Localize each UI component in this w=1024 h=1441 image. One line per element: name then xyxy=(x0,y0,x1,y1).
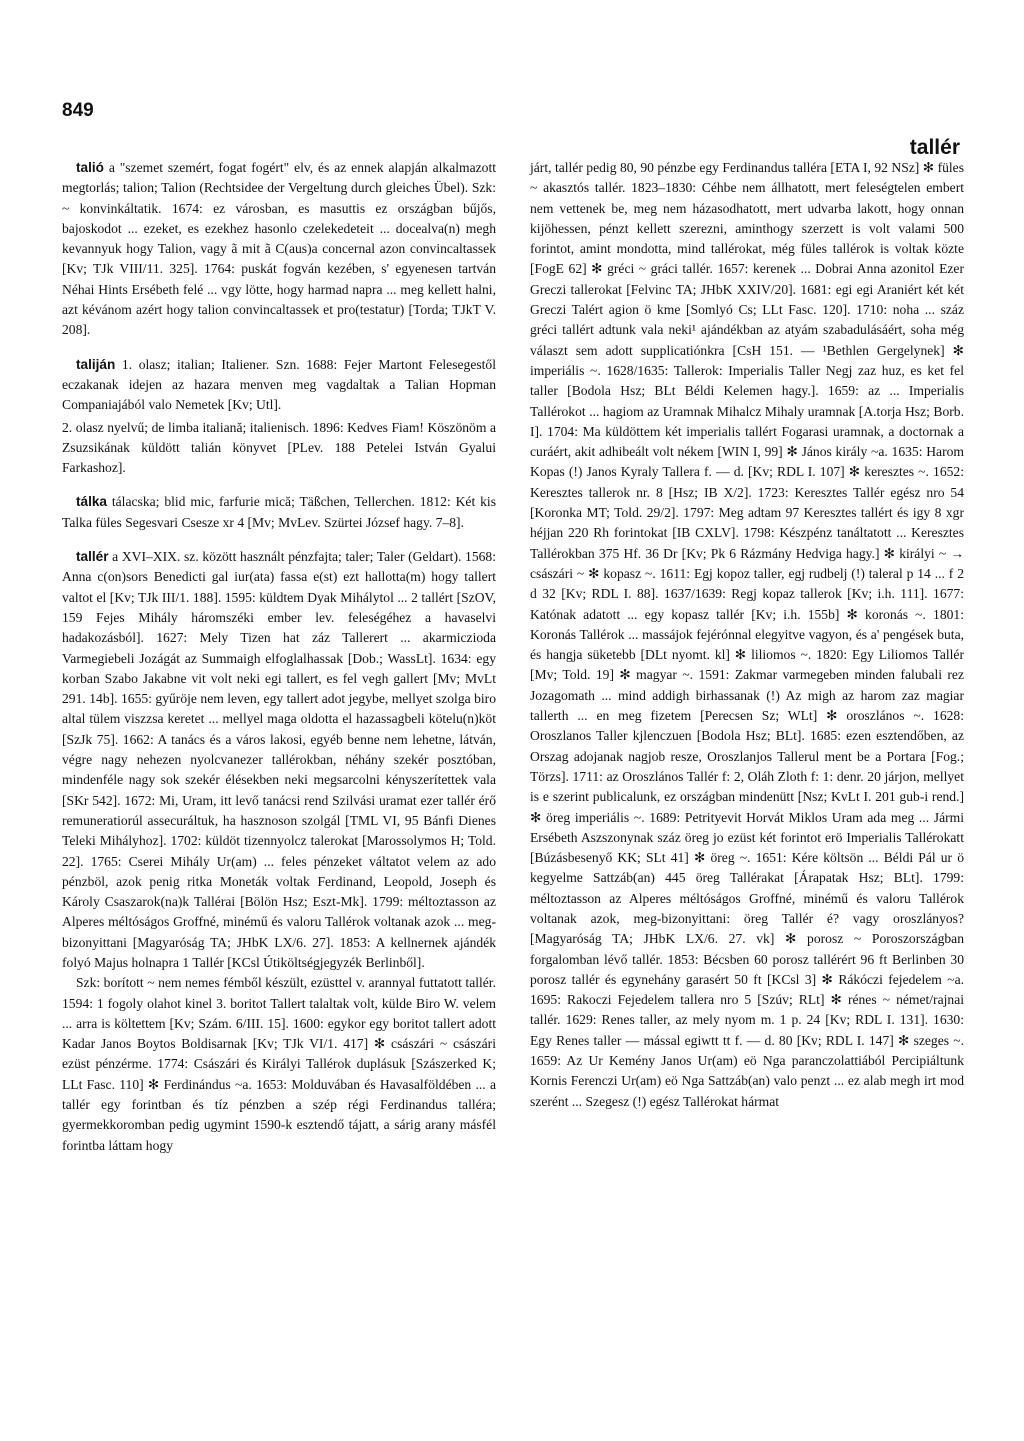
entry-text: 1. olasz; italian; Italiener. Szn. 1688: Fejer Martont Felesegestől eczakanak idejen az hazara menven meg vagdaltak a Talian Hopman Companiajából valo Nemetek [Kv; Utl]. xyxy=(62,356,496,413)
entry-text: a "szemet szemért, fogat fogért" elv, és az ennek alapján alkalmazott megtorlás; talion; Talion (Rechtsidee der Vergeltung durch gleiches Übel). Szk: ~ konvinkáltatik. 1674: ez városban, es masuttis ez országban bűjős, bajoskodot ... ezeket, es ezekhez hasonlo czelekedeteit ... docealva(n) megh kevannyuk hogy Talion, vagy ã mit ã C(aus)a concernal azon convincaltassek [Kv; TJk VIII/11. 325]. 1764: puskát fogván kezében, s' egyenesen tartván Néhai Hints Ersébeth felé ... vgy lötte, hogy harmad napra ... meg kellett halni, azt kévánom azért hogy talion convincaltassek et pro(testatur) [Torda; TJkT V. 208]. xyxy=(62,160,496,338)
entry-headword: taliján xyxy=(76,356,116,372)
entry-text: a XVI–XIX. sz. között használt pénzfajta; taler; Taler (Geldart). 1568: Anna c(on)sors Benedicti gal iur(ata) fassa e(st) ezt hallotta(m) hogy tallert valtot el [Kv; TJk III/1. 188]. 1595: küldtem Dyak Mihálytol ... 2 tallért [SzOV, 159 Fejes Mihály háromszéki ember lev. feleségéhez a havaselvi hadakozásból]. 1627: Mely Tizen hat záz Tallerert ... akarmiczioda Varmegiebeli Jozágát az Summaigh elfoglalhassak [Dob.; WassLt]. 1634: egy korban Szabo Jakabne vit volt neki egi tallert, es fel vegh gallert [Mv; MvLt 291. 14b]. 1655: gyűröje nem leven, egy tallert adot jegybe, mellyet szolga biro altal tülem viszzsa keretet ... mellyel maga oldotta el hazassagbeli kötelu(n)köt [SzJk 75]. 1662: A tanács és a város lakosi, egyéb benne nem lehetne, látván, végre nagy nehezen nyolcvanezer tallérokban, néhány szekér posztóban, mindenféle nagy sok szekér élésekben neki megsarcolni kényszerítettek vala [SKr 542]. 1672: Mi, Uram, itt levő tanácsi rend Szilvási uramat ezer tallér érő remuneratiorúl assecuráltuk, ha hasznoson szolgál [TML VI, 95 Bánfi Dienes Teleki Mihályhoz]. 1702: küldöt tizennyolcz talerokat [Marossolymos H; Told. 22]. 1765: Cserei Mihály Ur(am) ... feles pénzeket váltatot velem az ado pénzböl, azok penig ritka Moneták voltak Ferdinand, Leopold, Joseph és Károly Csaszarok(na)k Tallérai [Bölön Hsz; Eszt-Mk]. 1799: méltoztasson az Alperes méltóságos Groffné, minémű és valoru Tallérok voltanak azok ... meg-bizonyittani [Magyaróság TA; JHbK LX/6. 27]. 1853: A kellnernek ajándék folyó Majus holnapra 1 Tallér [KCsl Útiköltségjegyzék Berlinből]. xyxy=(62,549,496,970)
entry-text: 2. olasz nyelvű; de limba italiană; italienisch. 1896: Kedves Fiam! Köszönöm a Zsuzsikának küldött talián könyvet [PLev. 188 Petelei István Gyalui Farkashoz]. xyxy=(62,419,496,476)
dictionary-entry xyxy=(62,547,496,973)
dictionary-entry-subsection xyxy=(62,973,496,1156)
entry-headword: tallér xyxy=(76,549,109,565)
right-column xyxy=(530,158,964,1126)
entry-headword: tálka xyxy=(76,494,107,510)
dictionary-entry-sense xyxy=(62,418,496,479)
running-head: tallér xyxy=(909,136,960,159)
dictionary-entry-continuation xyxy=(530,158,964,1112)
left-column xyxy=(62,158,496,1170)
dictionary-entry xyxy=(62,492,496,533)
entry-headword: talió xyxy=(76,160,104,175)
dictionary-entry xyxy=(62,158,496,341)
entry-text: járt, tallér pedig 80, 90 pénzbe egy Ferdinandus talléra [ETA I, 92 NSz] ✻ füles ~ akasztós tallér. 1823–1830: Céhbe nem állhatott, mert feleségtelen embert nem vettenek be, meg nem házasodhatott, mert udvarba lakott, hogy onnan kijöhessen, pénzt kellett szerezni, aminthogy szerzett is volt valami 500 forintot, amint mondotta, mind tallérokat, még füles tallérok is voltak közte [FogE 62] ✻ gréci ~ gráci tallér. 1657: kerenek ... Dobrai Anna azonitol Ezer Greczi tallerokat [Felvinc TA; JHbK XXIV/20]. 1681: egi egi Araniért két két Greczi Talért agion ö kme [Somlyó Cs; LLt Fasc. 120]. 1710: noha ... száz gréci tallért adtunk vala neki¹ ajándékban az atyám szabadulásáért, soha még választ sem adott supplicatiónkra [CsH 151. — ¹Bethlen Gergelynek] ✻ imperiális ~. 1628/1635: Tallerok: Imperialis Taller Negj zaz huz, es ket fel taller [Bodola Hsz; BLt Béldi Kelemen hagy.]. 1659: az ... Imperialis Tallérokot ... hagiom az Uramnak Mihalcz Mihaly uramnak [A.torja Hsz; Borb. I]. 1704: Ma küldöttem két imperialis tallért Fogarasi uramnak, a doctornak a curáért, akit adhibeált volt nékem [WIN I, 99] ✻ János király ~a. 1635: Harom Kopas (!) Janos Kyraly Tallera f. — d. [Kv; RDL I. 107] ✻ keresztes ~. 1652: Keresztes tallerok nr. 8 [Hsz; IB X/2]. 1723: Keresztes Tallér egész nro 54 [Koronka MT; Told. 29/2]. 1797: Meg adtam 97 Keresztes tallért és igy 8 xgr héjjan 220 Rh forintokat [IB CXLV]. 1798: Készpénz tanáltatott ... Keresztes Tallérokban 375 Hf. 36 Dr [Kv; Pk 6 Rázmány Hedviga hagy.] ✻ királyi ~ → császári ~ ✻ kopasz ~. 1611: Egj kopoz taller, egj rudbelj (!) taleral p 14 ... f 2 d 32 [Kv; RDL I. 88]. 1637/1639: Regj kopaz tallerok [Kv; i.h. 111]. 1677: Katónak adatott ... egy kopasz tallér [Kv; i.h. 155b] ✻ koronás ~. 1801: Koronás Tallérok ... massájok fejérónnal elegyitve vagyon, és a' pengések buta, és hangja süketebb [DLt nyomt. kl] ✻ liliomos ~. 1820: Egy Liliomos Tallér [Mv; Told. 19] ✻ magyar ~. 1591: Zakmar varmegeben minden falubali rez Jozagomath ... mind addigh birhassanak (!) Az migh az harom zaz magiar tallerth ... en meg fizetem [Perecsen Sz; WLt] ✻ oroszlános ~. 1628: Oroszlanos Taller kjlenczuen [Bodola Hsz; BLt]. 1685: ezen esztendőben, az Orszag adojanak nagjob resze, Oroszlanjos Tallerul ment be a Portara [Fog.; Törzs]. 1711: az Oroszlános Tallér f: 2, Oláh Zloth f: 1: denr. 20 járjon, mellyet is e szerint publicalunk, ez országban mindenütt [Nsz; KvLt I. 201 gub-i rend.] ✻ öreg imperiális ~. 1689: Petrityevit Horvát Miklos Uram ada meg ... Jármi Ersébeth Aszszonynak száz öreg jo ezüst két forintot erö Imperialis Tallérokatt [Búzásbesenyő KK; SLt 41] ✻ öreg ~. 1651: Kére költsön ... Béldi Pál ur ö kegyelme Sattzáb(an) 445 öreg Tallérakat [Árapatak Hsz; BLt]. 1799: méltoztasson az Alperes méltóságos Groffné, minémű és valoru Tallérok voltanak azok, meg-bizonyittani: öreg Tallér é? vagy oroszlányos? [Magyaróság TA; JHbK LX/6. 27. vk] ✻ porosz ~ Poroszországban forgalomban lévő tallér. 1853: Bécsben 60 porosz tallérért 96 ft Berlinben 30 porosz tallér és egynehány garasért 50 ft [KCsl 3] ✻ Rákóczi fejedelem ~a. 1695: Rakoczi Fejedelem tallera nro 5 [Szúv; RLt] ✻ rénes ~ német/rajnai tallér. 1629: Renes taller, az mely nyom m. 1 p. 24 [Kv; RDL I. 131]. 1630: Egy Renes taller — mással egiwtt tt f. — d. 80 [Kv; RDL I. 147] ✻ szeges ~. 1659: Az Ur Kemény Janos Ur(am) eö Nga paranczolattiából Percipiáltunk Kornis Ferenczi Ur(am) eö Nga Sattzáb(an) valo penzt ... ez alab megh irt mod szerént ... Szegesz (!) egész Tallérokat hármat xyxy=(530,160,964,1109)
dictionary-entry xyxy=(62,355,496,416)
page-number: 849 xyxy=(62,100,94,121)
entry-text: Szk: borított ~ nem nemes fémből készült, ezüsttel v. arannyal futtatott tallér. 1594: 1 fogoly olahot kinel 3. boritot Tallert talaltak volt, külde Biro W. velem ... arra is költettem [Kv; Szám. 6/III. 15]. 1600: egykor egy boritot tallert adott Kadar Janos Boytos Boldisarnak [Kv; TJk VI/1. 417] ✻ császári ~ császári ezüst pénzérme. 1774: Császári és Királyi Tallérok duplásuk [Szászerked K; LLt Fasc. 110] ✻ Ferdinándus ~a. 1653: Molduvában és Havasalföldében ... a tallér egy forintban és tíz pénzben a szép régi Ferdinandus talléra; gyermekkoromban pedig ugymint 1590-k esztendő tájatt, a sárig arany másfél forintba láttam hogy xyxy=(62,975,496,1153)
entry-text: tálacska; blid mic, farfurie mică; Täßchen, Tellerchen. 1812: Két kis Talka füles Segesvari Csesze xr 4 [Mv; MvLev. Szürtei József hagy. 7–8]. xyxy=(62,494,496,530)
